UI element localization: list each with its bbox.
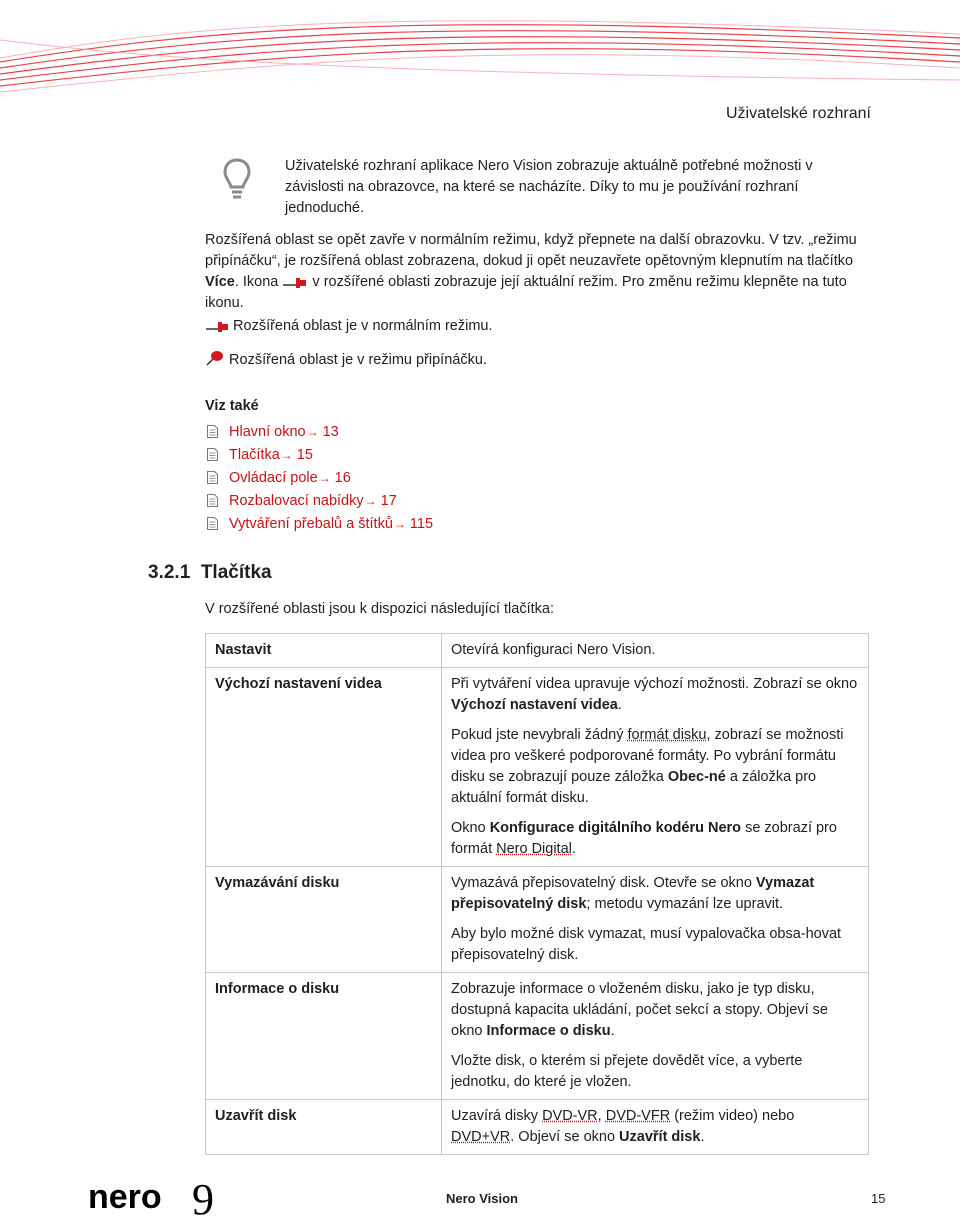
text-span: Pokud jste nevybrali žádný — [451, 727, 628, 743]
footer-page-number: 15 — [871, 1191, 886, 1206]
nero-logo-text: nero — [88, 1178, 162, 1216]
description-text — [451, 674, 859, 716]
nero-logo — [88, 1178, 228, 1224]
table-row — [206, 867, 869, 973]
glossary-term[interactable]: Nero Digital — [496, 841, 572, 857]
table-row — [206, 1100, 869, 1155]
section-number: 3.2.1 — [148, 562, 191, 583]
button-name: Vymazávání disku — [206, 867, 442, 973]
text-span: ; metodu vymazání lze upravit. — [586, 896, 784, 912]
mode-pinned-row — [205, 347, 875, 371]
text-span: . — [610, 1023, 615, 1039]
arrow-right-icon: → — [280, 447, 293, 462]
description-text — [451, 979, 859, 1042]
see-also-title: Viz také — [205, 398, 259, 414]
paragraph-text-2: . Ikona — [234, 274, 283, 290]
document-icon — [207, 517, 218, 530]
button-description — [442, 634, 869, 668]
text-span: Okno — [451, 820, 490, 836]
paragraph-text-3: v rozšířené oblasti zobrazuje její aktuální režim. Pro změnu režimu klepněte na tuto ikonu. — [205, 274, 847, 311]
see-also-page: 17 — [380, 492, 397, 509]
nero-logo-version: 9 — [192, 1178, 214, 1224]
arrow-right-icon: → — [318, 470, 331, 485]
table-row — [206, 634, 869, 668]
table-row — [206, 973, 869, 1100]
mode-normal-row — [205, 316, 875, 337]
window-name: Výchozí nastavení videa — [451, 697, 618, 713]
description-text: Vložte disk, o kterém si přejete dovědět více, a vyberte jednotku, do které je vložen. — [451, 1053, 803, 1090]
text-span: (režim video) nebo — [670, 1108, 795, 1124]
text-span: Uzavírá disky — [451, 1108, 543, 1124]
window-name: Vymazat přepisovatelný disk — [451, 875, 815, 912]
button-description — [442, 867, 869, 973]
pin-normal-icon — [205, 317, 229, 333]
section-intro: V rozšířené oblasti jsou k dispozici následující tlačítka: — [205, 601, 554, 617]
description-text — [451, 818, 859, 860]
header-wave-decoration — [0, 0, 960, 100]
mode-pinned-text: Rozšířená oblast je v režimu připínáčku. — [229, 352, 487, 368]
text-span: . — [700, 1129, 705, 1145]
see-also-page: 13 — [322, 423, 339, 440]
button-name: Nastavit — [206, 634, 442, 668]
see-also-link[interactable] — [207, 420, 433, 443]
tab-name: Obec-né — [667, 769, 726, 785]
see-also-label: Rozbalovací nabídky — [229, 492, 364, 509]
document-icon — [207, 448, 218, 461]
tip-text: Uživatelské rozhraní aplikace Nero Vision zobrazuje aktuálně potřebné možnosti v závislosti na obrazovce, na které se nacházíte. Díky to mu je používání rozhraní jednoduché. — [285, 158, 813, 216]
arrow-right-icon: → — [393, 516, 406, 531]
see-also-list — [207, 420, 433, 535]
glossary-term[interactable]: formát disku — [627, 727, 707, 743]
window-name: Uzavřít disk — [619, 1129, 701, 1145]
description-text — [451, 1106, 859, 1148]
see-also-link[interactable] — [207, 512, 433, 535]
section-header-title: Uživatelské rozhraní — [726, 105, 871, 122]
description-text: Aby bylo možné disk vymazat, musí vypalovačka obsa-hovat přepisovatelný disk. — [451, 926, 842, 963]
see-also-label: Tlačítka — [229, 446, 280, 463]
see-also-page: 115 — [409, 515, 434, 532]
lightbulb-icon — [222, 157, 252, 203]
see-also-page: 16 — [334, 469, 351, 486]
text-span: Zobrazuje informace o vloženém disku, jako je typ disku, dostupná kapacita ukládání, počet sekcí a stopy. Objeví se okno — [451, 981, 828, 1039]
description-text — [451, 725, 859, 809]
button-name: Uzavřít disk — [206, 1100, 442, 1155]
text-span: Vymazává přepisovatelný disk. Otevře se okno — [451, 875, 756, 891]
text-span: Při vytváření videa upravuje výchozí možnosti. Zobrazí se okno — [451, 676, 858, 692]
text-span: , — [597, 1108, 606, 1124]
document-icon — [207, 494, 218, 507]
section-title: Tlačítka — [200, 562, 272, 583]
see-also-link[interactable] — [207, 489, 433, 512]
text-span: . — [617, 697, 622, 713]
window-name: Konfigurace digitálního kodéru Nero — [489, 820, 742, 836]
glossary-term[interactable]: DVD-VR — [542, 1108, 598, 1124]
pin-mode-paragraph — [205, 230, 875, 314]
button-description — [442, 973, 869, 1100]
mode-normal-text: Rozšířená oblast je v normálním režimu. — [233, 318, 493, 334]
see-also-page: 15 — [296, 446, 313, 463]
description-text: Otevírá konfiguraci Nero Vision. — [451, 642, 656, 658]
button-name: Informace o disku — [206, 973, 442, 1100]
button-description — [442, 668, 869, 867]
glossary-term[interactable]: DVD+VR — [451, 1129, 511, 1145]
footer-product: Nero Vision — [446, 1191, 519, 1206]
more-button-label: Více — [205, 274, 235, 290]
see-also-label: Hlavní okno — [229, 423, 306, 440]
text-span: , zobrazí se možnosti videa pro veškeré podporované formáty. Po vybrání formátu disku se zobrazují pouze záložka — [451, 727, 844, 785]
text-span: se zobrazí pro formát — [451, 820, 837, 857]
document-icon — [207, 425, 218, 438]
window-name: Informace o disku — [486, 1023, 611, 1039]
table-row — [206, 668, 869, 867]
paragraph-text: Rozšířená oblast se opět zavře v normálním režimu, když přepnete na další obrazovku. V tzv. „režimu připínáčku“, je rozšířená oblast zobrazena, dokud ji opět neuzavřete opětovným klepnutím na tlačítko — [205, 232, 857, 269]
pin-pinned-icon — [205, 347, 225, 367]
text-span: a záložka pro aktuální formát disku. — [451, 769, 817, 806]
see-also-label: Ovládací pole — [229, 469, 318, 486]
button-description — [442, 1100, 869, 1155]
see-also-link[interactable] — [207, 466, 433, 489]
document-icon — [207, 471, 218, 484]
section-heading — [148, 562, 272, 584]
description-text — [451, 873, 859, 915]
arrow-right-icon: → — [364, 493, 377, 508]
button-name: Výchozí nastavení videa — [206, 668, 442, 867]
arrow-right-icon: → — [306, 424, 319, 439]
pin-icon — [282, 273, 308, 289]
see-also-label: Vytváření přebalů a štítků — [229, 515, 393, 532]
buttons-table — [205, 633, 869, 1155]
see-also-link[interactable] — [207, 443, 433, 466]
text-span: . — [571, 841, 576, 857]
glossary-term[interactable]: DVD-VFR — [605, 1108, 671, 1124]
text-span: . Objeví se okno — [510, 1129, 620, 1145]
